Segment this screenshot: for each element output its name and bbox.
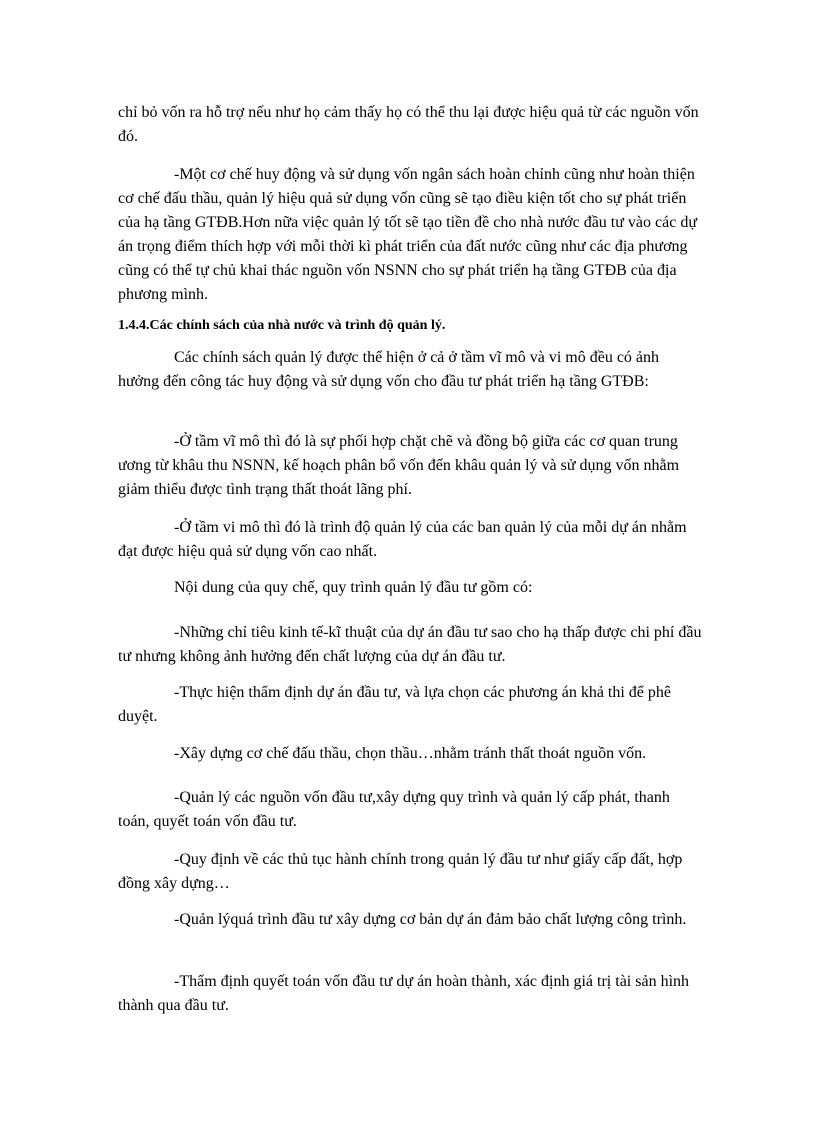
list-item: -Thẩm định quyết toán vốn đầu tư dự án hoàn thành, xác định giá trị tài sản hình thành qua đầu tư. xyxy=(118,973,690,1014)
paragraph-micro: -Ở tầm vi mô thì đó là trình độ quản lý của các ban quản lý của mỗi dự án nhằm đạt được hiệu quả sử dụng vốn cao nhất. xyxy=(118,519,687,560)
paragraph-mechanism: -Một cơ chế huy động và sử dụng vốn ngân sách hoàn chỉnh cũng như hoàn thiện cơ chế đấu thầu, quản lý hiệu quả sử dụng vốn cũng sẽ tạo điều kiện tốt cho sự phát triển của hạ tầng GTĐB.Hơn nữa việc quản lý tốt sẽ tạo tiền đề cho nhà nước đầu tư vào các dự án trọng điểm thích hợp với mỗi thời kì phát triển của đất nước cũng như các địa phương cũng có thể tự chủ khai thác nguồn vốn NSNN cho sự phát triển hạ tầng GTĐB của địa phương mình. xyxy=(118,166,697,303)
list-item: -Xây dựng cơ chế đấu thầu, chọn thầu…nhằm tránh thất thoát nguồn vốn. xyxy=(174,745,647,762)
list-item: -Những chỉ tiêu kinh tế-kĩ thuật của dự án đầu tư sao cho hạ thấp được chi phí đầu tư nhưng không ảnh hưởng đến chất lượng của dự án đầu tư. xyxy=(118,624,702,665)
paragraph-policies: Các chính sách quản lý được thể hiện ở cả ở tầm vĩ mô và vi mô đều có ảnh hưởng đến công tác huy động và sử dụng vốn cho đầu tư phát triển hạ tầng GTĐB: xyxy=(118,349,660,390)
section-heading: 1.4.4.Các chính sách của nhà nước và trình độ quản lý. xyxy=(118,318,446,333)
list-item: -Thực hiện thẩm định dự án đầu tư, và lựa chọn các phương án khả thi để phê duyệt. xyxy=(118,684,672,725)
paragraph-macro: -Ở tầm vĩ mô thì đó là sự phối hợp chặt chẽ và đồng bộ giữa các cơ quan trung ương từ khâu thu NSNN, kế hoạch phân bổ vốn đến khâu quản lý và sử dụng vốn nhằm giảm thiểu được tình trạng thất thoát lãng phí. xyxy=(118,433,680,498)
list-item: -Quy định về các thủ tục hành chính trong quản lý đầu tư như giấy cấp đất, hợp đồng xây dựng… xyxy=(118,851,683,892)
list-item: -Quản lý các nguồn vốn đầu tư,xây dựng quy trình và quản lý cấp phát, thanh toán, quyết toán vốn đầu tư. xyxy=(118,789,670,830)
paragraph-continuation: chỉ bỏ vốn ra hỗ trợ nếu như họ cảm thấy họ có thể thu lại được hiệu quả từ các nguồn vốn đó. xyxy=(118,104,699,145)
paragraph-content-intro: Nội dung của quy chế, quy trình quản lý đầu tư gồm có: xyxy=(174,579,533,596)
list-item: -Quản lýquá trình đầu tư xây dựng cơ bản dự án đảm bảo chất lượng công trình. xyxy=(174,911,687,928)
